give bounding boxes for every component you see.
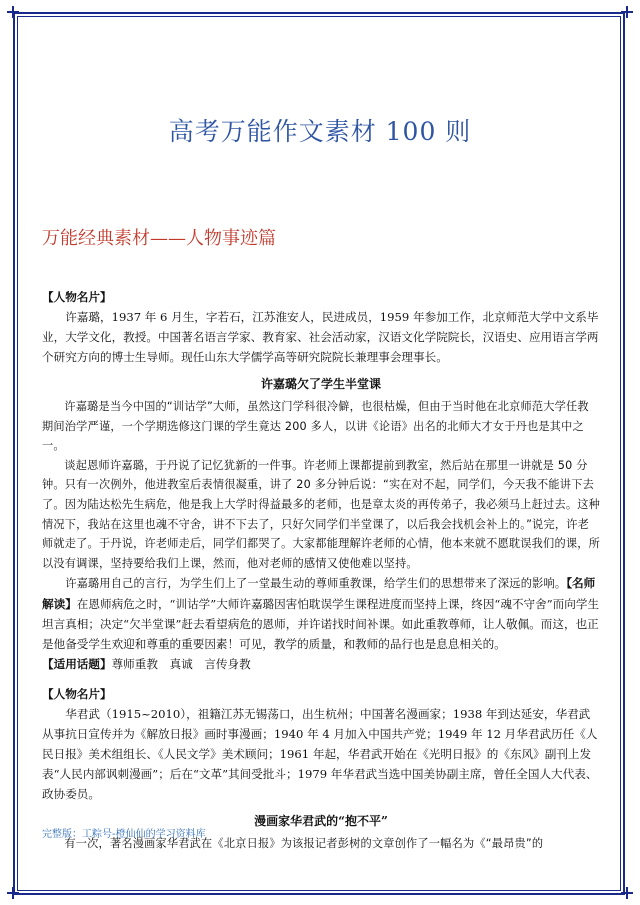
- story-paragraph: 有一次，著名漫画家华君武在《北京日报》为该报记者彭树的文章创作了一幅名为《“最昂贵”的: [64, 836, 544, 850]
- footer-note: 完整版：工粽号-橙仙仙的学习资料库: [42, 829, 206, 840]
- profile-text: 华君武（1915~2010），祖籍江苏无锡荡口，出生杭州；中国著名漫画家；1938 年到达延安，华君武从事抗日宣传并为《解放日报》画时事漫画；1940 年 4 月加入中国共产党；1949 年 12 月华君武历任《人民日报》美术组组长、《人民文学》美术顾问；1961 年起，华君武开始在《光明日报》的《东风》副刊上发表“人民内部讽刺漫画”；后在“文革”其间受批斗；1979 年华君武当选中国美协副主席，曾任全国人大代表、政协委员。: [42, 706, 598, 801]
- topics-text: 尊师重教 真诚 言传身教: [111, 656, 251, 671]
- document-title: 高考万能作文素材 100 则: [168, 117, 472, 146]
- topics-line: [42, 654, 600, 674]
- document-body: [42, 287, 600, 854]
- story-title: 许嘉璐欠了学生半堂课: [260, 377, 381, 391]
- corner-ornament-icon: [6, 886, 20, 900]
- corner-ornament-icon: [6, 5, 20, 19]
- review-paragraph: [42, 573, 600, 654]
- spacer: [42, 674, 600, 684]
- story-paragraph: 许嘉璐是当今中国的“训诂学”大师，虽然这门学科很冷僻，也很枯燥，但由于当时他在北京师范大学任教期间治学严谨，一个学期选修这门课的学生竟达 200 多人，以讲《论语》出名的北师大才女于丹也是其中之一。: [42, 400, 589, 453]
- story-paragraph: 许嘉璐用自己的言行，为学生们上了一堂最生动的尊师重教课，给学生们的思想带来了深远的影响。: [65, 577, 567, 591]
- topics-label: 【适用话题】: [42, 656, 112, 671]
- corner-ornament-icon: [620, 886, 634, 900]
- section-subtitle: 万能经典素材——人物事迹篇: [42, 228, 276, 249]
- corner-ornament-icon: [620, 5, 634, 19]
- story-title: 漫画家华君武的“抱不平”: [254, 813, 388, 828]
- profile-label: 【人物名片】: [42, 686, 112, 701]
- profile-text: 许嘉璐，1937 年 6 月生，字若石，江苏淮安人，民进成员，1959 年参加工作，北京师范大学中文系毕业，大学文化，教授。中国著名语言学家、教育家、社会活动家，汉语文化学院院长，汉语史、应用语言学两个研究方向的博士生导师。现任山东大学儒学高等研究院院长兼理事会理事长。: [42, 310, 599, 364]
- review-text: 在恩师病危之时，“训诂学”大师许嘉璐因害怕耽误学生课程进度而坚持上课，终因“魂不守舍”而向学生坦言真相；决定“欠半堂课”赶去看望病危的恩师，并许诺找时间补课。如此重教尊师，让人敬佩。而这，也正是他备受学生欢迎和尊重的重要因素！可见，教学的质量，和教师的品行也是息息相关的。: [42, 596, 600, 651]
- story-paragraph: 谈起恩师许嘉璐，于丹说了记忆犹新的一件事。许老师上课都提前到教室，然后站在那里一讲就是 50 分钟。只有一次例外，他进教室后表情很凝重，讲了 20 多分钟后说：“实在对不起，同学们，今天我不能讲下去了。因为陆达松先生病危，他是我上大学时得益最多的老师，也是章太炎的再传弟子，我必须马上赶过去。这种情况下，我站在这里也魂不守舍，讲不下去了，只好欠同学们半堂课了，以后我会找机会补上的。”说完，许老师就走了。于丹说，许老师走后，同学们都哭了。大家都能理解许老师的心情，他本来就不愿耽误我们的课，所以没有调课，坚持要给我们上课，然而，他对老师的感情又使他难以坚持。: [42, 458, 600, 570]
- profile-label: 【人物名片】: [42, 290, 112, 304]
- review-label: 【名师解读】: [42, 576, 596, 611]
